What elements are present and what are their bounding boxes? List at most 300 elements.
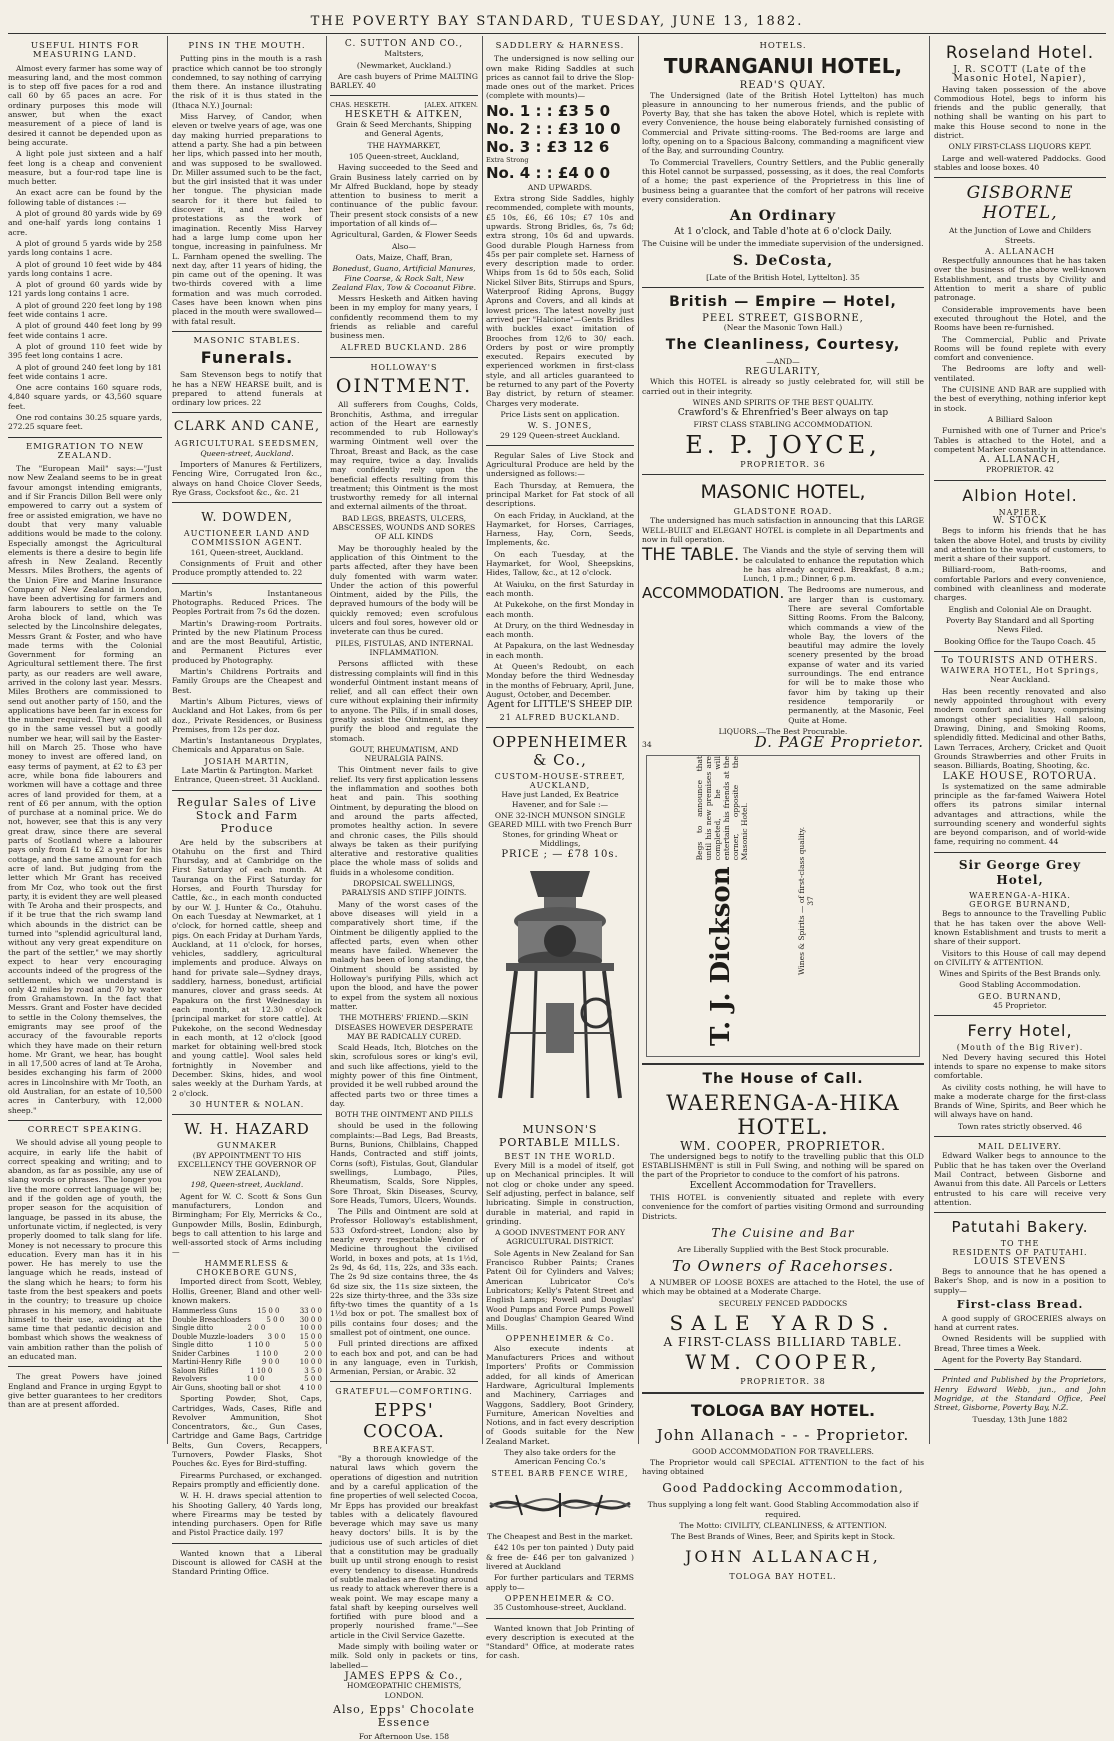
ad-text: Are Liberally Supplied with the Best Stock procurable. xyxy=(677,1244,889,1254)
divider xyxy=(172,790,322,791)
ad-subheading: NAPIER. xyxy=(998,507,1042,517)
ad-headline: HESKETH & AITKEN, xyxy=(345,109,463,120)
ad-text: LIQUORS.—The Best Procurable. xyxy=(718,726,848,736)
ad-subheading: BEST IN THE WORLD. xyxy=(504,1151,616,1161)
article-paragraph: One rod contains 30.25 square yards, 272.25 square feet. xyxy=(8,412,162,432)
ad-text: For further particulars and TERMS apply to— xyxy=(486,1573,634,1592)
ad-text: ONLY FIRST-CLASS LIQUORS KEPT. xyxy=(948,142,1092,152)
ad-text: Crawford's & Ehrenfried's Beer always on tap xyxy=(677,408,889,419)
price-list-row xyxy=(172,1341,322,1350)
ad-headline: John Allanach - - - Proprietor. xyxy=(656,1425,910,1444)
ad-text: SECURELY FENCED PADDOCKS xyxy=(718,1298,848,1308)
ad-text: Begs to announce that he has opened a Baker's Shop, and is now in a position to supply— xyxy=(934,1266,1106,1295)
ad-subheading: REGULARITY, xyxy=(745,366,821,377)
price-note: Extra Strong xyxy=(486,155,529,164)
ad-text: The Proprietor would call SPECIAL ATTENTION to the fact of his having obtained xyxy=(642,1457,924,1477)
divider xyxy=(8,1366,162,1367)
ad-text: Also execute indents at Manufacturers Prices and without Importers' Profits or Commission added, for all kinds of American Hardware, Agricultural Implements and Machinery, Carriages and Waggons, Saddlery, Boot Grindery, Furniture, American Novelties and Notions, and in fact every description of Goods suitable for the New Zealand Market. xyxy=(486,1343,634,1446)
ad-text: Agent for W. C. Scott & Sons Gun manufacturers, London and Birmingham; For Ely, Merricks & Co., Gunpowder Mills, Boslin, Edinburgh, begs to call attention to his large and well-assorted stock of Arms including— xyxy=(172,1191,322,1257)
ad-text: Wanted known that Job Printing of every description is executed at the "Standard" Office, at moderate rates for cash. xyxy=(486,1623,634,1661)
ad-text: Agricultural, Garden, & Flower Seeds xyxy=(330,230,478,240)
ad-headline: LAKE HOUSE, ROTORUA. xyxy=(942,771,1098,783)
article-title: PINS IN THE MOUTH. xyxy=(188,41,306,51)
ad-headline: OPPENHEIMER & Co., xyxy=(492,732,628,769)
ad-text: Messrs Hesketh and Aitken having been in my employ for many years, I confidently recommend them to my friends as reliable and careful business men. xyxy=(330,294,478,341)
divider xyxy=(642,287,924,288)
ad-text: Having succeeded to the Seed and Grain Business lately carried on by Mr Alfred Buckland, hope by steady attention to business to merit a continuance of the public favour. Their present stock consists of a new importation of all kinds of— xyxy=(330,163,478,229)
ad-headline: MUNSON'S PORTABLE MILLS. xyxy=(499,1122,621,1149)
ad-number: 37 xyxy=(806,896,816,907)
ad-text: W. H. H. draws special attention to his Shooting Gallery, 40 Yards long, where Firearms may be tested by intending purchasers. Open for Rifle and Pistol Practice daily. 197 xyxy=(172,1491,322,1538)
ad-headline: W. DOWDEN, xyxy=(201,510,293,525)
divider xyxy=(934,1136,1106,1137)
article-paragraph: Almost every farmer has some way of measuring land, and the most common is to step off five paces for a rod and call 60 by 65 paces an acre. For ordinary purposes this mode will answer, but when the exact measurement of a piece of land is desired it cannot be depended upon as being accurate. xyxy=(8,63,162,147)
price-list-cell: Revolvers xyxy=(172,1375,207,1384)
ad-text: Consignments of Fruit and other Produce promptly attended to. 22 xyxy=(172,559,322,578)
ad-text: Is systematized on the same admirable principle as the far-famed Waiwera Hotel offers its patrons similar internal advantages and attractions, while the surrounding scenery and wonderful sights are beyond comparison, and of world-wide fame, requiring no comment. 44 xyxy=(934,781,1106,847)
ad-text: Wines & Spirits — of first-class quality. xyxy=(797,827,806,976)
divider xyxy=(330,1381,478,1382)
column-divider xyxy=(326,36,327,1444)
ad-text: GOOD ACCOMMODATION FOR TRAVELLERS. xyxy=(692,1446,874,1456)
ad-subheading: (Mouth of the Big River). xyxy=(956,1043,1084,1053)
article-paragraph: A light pole just sixteen and a half feet long is a cheap and convenient measure, but a four-rod tape line is much better. xyxy=(8,149,162,187)
ad-address: 161, Queen-street, Auckland. xyxy=(190,547,304,557)
ad-subheading: WAERENGA-A-HIKA. xyxy=(969,890,1071,900)
article-title: USEFUL HINTS FOR MEASURING LAND. xyxy=(30,41,140,61)
ad-text: Importers of Manures & Fertilizers, Fencing Wire, Corrugated Iron &c., always on hand Choice Clover Seeds, Rye Grass, Cocksfoot &c., &c. 21 xyxy=(172,459,322,497)
mill-illustration xyxy=(486,863,634,1113)
ad-title: MASONIC STABLES. xyxy=(193,335,301,346)
ad-signature: GEO. BURNAND, xyxy=(978,991,1062,1001)
ad-text: The Best Brands of Wines, Beer, and Spirits kept in Stock. xyxy=(670,1532,896,1542)
ad-address: (Newmarket, Auckland.) xyxy=(356,60,452,70)
ad-text: —AND— xyxy=(766,356,800,366)
ad-title: SADDLERY & HARNESS. xyxy=(495,41,625,51)
ad-text: The Undersigned (late of the British Hotel Lyttelton) has much pleasure in announcing to her numerous friends, and the public of Poverty Bay, that she has taken the above Hotel, which is replete with every Convenience, the house being elaborately furnished consisting of Commercial and Private sitting-rooms. The Bed-rooms are large and lofty, opening on to a Spacious Balcony, commanding a magnificent view of the Bay, and surrounding Country. xyxy=(642,90,924,156)
ad-text: Each Thursday, at Remuera, the principal Market for Fat stock of all descriptions. xyxy=(486,480,634,509)
price-list-cell: 1 10 0 xyxy=(255,1349,279,1358)
ad-text: (Near the Masonic Town Hall.) xyxy=(723,323,843,333)
ad-text: £42 10s per ton painted ) Duty paid & free de- £46 per ton galvanized ) livered at Auckland xyxy=(486,1543,634,1572)
ad-signature: WM. COOPER, xyxy=(685,1350,881,1375)
ad-subheading: GUNMAKER xyxy=(217,1141,277,1151)
ad-subheading: PROPRIETOR. 36 xyxy=(740,459,826,469)
ad-text: Martin's Album Pictures, views of Auckland and Hot Lakes, from 6s per doz., Private Residences, or Business Premises, from 12s per doz. xyxy=(172,696,322,734)
divider xyxy=(486,445,634,446)
ad-subheading: GLADSTONE ROAD. xyxy=(733,507,833,517)
divider xyxy=(8,437,162,438)
ad-text: WINES AND SPIRITS OF THE BEST QUALITY. xyxy=(692,397,874,407)
divider xyxy=(642,1063,924,1065)
ad-text: Town rates strictly observed. 46 xyxy=(958,1121,1082,1131)
ad-text: On each Friday, in Auckland, at the Haymarket, for Horses, Carriages, Harness, Hay, Corn, Seeds, Implements, &c. xyxy=(486,510,634,548)
divider xyxy=(934,1015,1106,1016)
ad-text: The Viands and the style of serving them will be calculated to enhance the reputation which he has already acquired. Breakfast, 8 a.m.; Lunch, 1 p.m.; Dinner, 6 p.m. xyxy=(743,546,924,584)
dickson-ad xyxy=(646,755,920,1057)
ad-text: At 1 o'clock, and Table d'hote at 6 o'clock Daily. xyxy=(674,227,892,238)
ad-text: Edward Walker begs to announce to the Public that he has taken over the Overland Mail Contract, between Gisborne and Awanui from this date. All Parcels or Letters entrusted to his care will receive very attention. xyxy=(934,1151,1106,1207)
divider xyxy=(642,1392,924,1394)
price-list-cell: 3 5 0 xyxy=(304,1366,322,1375)
ad-text: The Cuisine will be under the immediate supervision of the undersigned. xyxy=(642,239,924,249)
ad-text: Begs to announce to the Travelling Public that he has taken over the above Well-known Establishment and trusts to merit a share of their support. xyxy=(934,909,1106,947)
ad-text: Begs to announce that until his new premises are completed, he will entertain his friends at the corner, opposite the Masonic Hotel. xyxy=(695,756,749,861)
price-list-cell: Single ditto xyxy=(172,1341,214,1350)
ad-subheading: AUCKLAND, xyxy=(529,781,591,791)
divider xyxy=(934,177,1106,178)
article-title: CORRECT SPEAKING. xyxy=(27,1124,143,1135)
ad-headline: OINTMENT. xyxy=(335,375,473,398)
ad-text: Having taken possession of the above Commodious Hotel, begs to inform his friends and the public generally, that nothing shall be wanting on his part to make this House second to none in the district. xyxy=(934,84,1106,141)
price-row: No. 1 : : £3 5 0 xyxy=(486,101,611,120)
article-paragraph: A plot of ground 110 feet wide by 395 feet long contains 1 acre. xyxy=(8,341,162,361)
ad-headline: British — Empire — Hotel, xyxy=(669,294,897,311)
ad-text: A NUMBER OF LOOSE BOXES are attached to the Hotel, the use of which may be obtained at a Moderate Charge. xyxy=(642,1278,924,1297)
ad-subheading: PILES, FISTULAS, AND INTERNAL INFLAMMATION. xyxy=(335,638,473,657)
ad-address: 198, Queen-street, Auckland. xyxy=(190,1180,304,1190)
ad-text: The Commercial, Public and Private Rooms will be found replete with every comfort and convenience. xyxy=(934,334,1106,363)
ad-text: THIS HOTEL is conveniently situated and replete with every convenience for the comfort of parties visiting Ormond and surrounding Districts. xyxy=(642,1192,924,1221)
imprint-date: Tuesday, 13th June 1882 xyxy=(972,1414,1068,1424)
ad-signature: A. ALLANACH, xyxy=(979,455,1061,466)
divider xyxy=(934,1369,1106,1370)
price-row: No. 4 : : £4 0 0 xyxy=(486,163,611,182)
ad-text: The undersigned is now selling our own make Riding Saddles at such prices as cannot fail to drive the Slop-made ones out of the market. Prices (complete with mounts)— xyxy=(486,54,634,101)
divider xyxy=(934,480,1106,481)
ad-headline: GISBORNE HOTEL, xyxy=(966,183,1074,224)
price-list-cell: Hammerless Guns xyxy=(172,1307,238,1316)
price-list xyxy=(172,1307,322,1392)
ad-text: A GOOD INVESTMENT FOR ANY AGRICULTURAL DISTRICT. xyxy=(494,1228,626,1247)
ad-text: Sole Agents in New Zealand for San Francisco Rubber Paints; Cranes Patent Oil for Cylinders and Valves; American Lubricator Co's Lubricators; Kelly's Patent Street and English Lamps; Powell and Douglas' Wood Pumps and Force Pumps Powell and Douglas' Champion Geared Wind Mills. xyxy=(486,1248,634,1333)
ad-signature: D. PAGE Proprietor. xyxy=(754,733,924,752)
ad-subheading: Maltsters, xyxy=(384,49,424,59)
price-list-row xyxy=(172,1324,322,1333)
price-list-cell: 5 0 0 xyxy=(266,1315,285,1324)
ad-text: The undersigned has much satisfaction in announcing that this LARGE WELL-BUILT and ELEGANT HOTEL is complete in all Departments and now in full operation. xyxy=(642,516,924,544)
ad-text: Every Mill is a model of itself, got up on Mechanical principles. It will not clog or choke under any speed. Self adjusting, perfect in balance, self lubricating. Simple in construction, durable in material, and rapid in grinding. xyxy=(486,1161,634,1226)
ad-text: Have just Landed, Ex Beatrice Havener, and for Sale :— xyxy=(501,790,619,809)
ad-headline: W. H. HAZARD xyxy=(184,1120,310,1139)
ad-text: English and Colonial Ale on Draught. xyxy=(948,604,1092,614)
price-row: No. 2 : : £3 10 0 xyxy=(486,119,621,138)
price-list-cell: 1 10 0 xyxy=(247,1341,270,1350)
ad-subheading: STEEL BARB FENCE WIRE, xyxy=(491,1468,629,1478)
divider xyxy=(330,357,478,358)
ad-headline: MASONIC HOTEL, xyxy=(700,481,866,504)
barbed-wire-illustration xyxy=(486,1481,634,1527)
masthead: THE POVERTY BAY STANDARD, TUESDAY, JUNE 13, 1882. xyxy=(310,14,804,29)
ad-text: At Waiuku, on the first Saturday in each month. xyxy=(486,579,634,598)
ad-text: Persons afflicted with these distressing complaints will find in this wonderful Ointment instant means of relief, and all can effect their own cure without explaining their infirmity to anyone. The Pills, if in small doses, greatly assist the Ointment, as they purify the blood and regulate the stomach. xyxy=(330,659,478,743)
price-list-cell: 3 0 0 xyxy=(267,1332,286,1341)
ad-subheading: TOLOGA BAY HOTEL. xyxy=(729,1571,837,1581)
divider xyxy=(934,651,1106,652)
price-list-row xyxy=(172,1358,322,1367)
ad-headline: To TOURISTS AND OTHERS. xyxy=(941,655,1099,666)
ad-text: Are held by the subscribers at Otahuhu on the first and Third Thursday, and at Cambridge on the First Saturday of each month. At Tauranga on the First Saturday for Horses, and Fourth Thursday for Cattle, &c., in each month conducted by our W. J. Hunter & Co., Otahuhu. On each Tuesday at Newmarket, at 1 o'clock, for horned cattle, sheep and pigs. On each Friday at Durham Yards, Auckland, at 11 o'clock, for horses, vehicles, saddlery, agricultural implements and produce. Always on hand for private sale—Sydney drays, saddlery, harness, bonedust, artificial manures, clover and grass seeds. At Papakura on the first Wednesday in each month, at 12.30 o'clock [principal market for store cattle]. At Pukekohe, on the second Wednesday in each month, at 12 o'clock [good market for obtaining well-bred stock and young cattle]. Wool sales held fortnightly in November and December. Skins, hides, and wool sales weekly at the Durham Yards, at 2 o'clock. xyxy=(172,837,322,1098)
ad-signature: W. S. JONES, xyxy=(527,421,593,431)
column-divider xyxy=(482,36,483,1444)
ad-subheading: J. R. SCOTT (Late of the Masonic Hotel, Napier), xyxy=(953,65,1087,85)
ad-subheading: AGRICULTURAL SEEDSMEN, xyxy=(174,439,320,449)
price-list-cell: Single ditto xyxy=(172,1324,214,1333)
divider xyxy=(172,1114,322,1115)
divider xyxy=(642,474,924,475)
ad-text: Sporting Powder, Shot, Caps, Cartridges, Wads, Cases, Rifle and Revolver Ammunition, Shot Concentrators, &c., Gun Cases, Cartridge and Game Bags, Cartridge Belts, Gun Covers, Recappers, Turnovers, Powder Flasks, Shot Pouches &c. Eyes for Bird-stuffing. xyxy=(172,1394,322,1469)
ad-headline: Regular Sales of Live Stock and Farm Produce xyxy=(177,795,317,835)
ad-text: The Bedrooms are lofty and well-ventilated. xyxy=(934,364,1106,383)
price-list-cell: 15 0 0 xyxy=(299,1332,322,1341)
ad-signature: JOSIAH MARTIN, xyxy=(204,756,290,766)
ad-headline: First-class Bread. xyxy=(956,1297,1084,1311)
ad-text: A Billiard Saloon xyxy=(987,414,1053,424)
ad-headline: MAIL DELIVERY. xyxy=(978,1142,1062,1152)
ad-text: Martin's Childrens Portraits and Family Groups are the Cheapest and Best. xyxy=(172,667,322,695)
divider xyxy=(330,95,478,96)
ad-text: "By a thorough knowledge of the natural laws which govern the operations of digestion and nutrition and by a careful application of the fine properties of well selected Cocoa, Mr Epps has provided our breakfast tables with a delicately flavoured beverage which may save us many heavy doctors' bills. It is by the judicious use of such articles of diet that a constitution may be gradually built up until strong enough to resist every tendency to disease. Hundreds of subtle maladies are floating around us ready to attack wherever there is a weak point. We may escape many a fatal shaft by keeping ourselves well fortified with pure blood and a properly nourished frame."—See article in the Civil Service Gazette. xyxy=(330,1454,478,1640)
price-list-cell: 2 0 0 xyxy=(247,1324,266,1333)
ad-text: Which this HOTEL is already so justly celebrated for, will still be carried out in their integrity. xyxy=(642,377,924,396)
price-list-row xyxy=(172,1316,322,1325)
ad-text: Are cash buyers of Prime MALTING BARLEY. 40 xyxy=(330,71,478,91)
ad-text: Good Stabling Accommodation. xyxy=(959,980,1081,990)
price-list-row xyxy=(172,1384,322,1393)
ad-text: As civility costs nothing, he will have to make a moderate charge for the first-class Brands of Wine, Spirits, and Beer which he will always have on hand. xyxy=(934,1082,1106,1120)
ad-headline: Also, Epps' Chocolate Essence xyxy=(333,1702,475,1729)
ad-text: Excellent Accommodation for Travellers. xyxy=(689,1180,877,1191)
ad-text: At Papakura, on the last Wednesday in each month. xyxy=(486,641,634,660)
divider xyxy=(486,1618,634,1619)
partner-name: CHAS. HESKETH. xyxy=(330,101,391,110)
ad-text: Billiard-room, Bath-rooms, and comfortable Parlors and every convenience, combined with cleanliness and moderate charges. xyxy=(934,565,1106,603)
ad-text: Near Auckland. xyxy=(989,675,1051,685)
price-list-cell: Martini-Henry Rifle xyxy=(172,1358,242,1367)
divider xyxy=(172,502,322,503)
price-list-cell: 1 10 0 xyxy=(250,1366,273,1375)
ad-subheading: Grain & Seed Merchants, Shipping and General Agents, xyxy=(336,120,472,139)
ad-text: Bonedust, Guano, Artificial Manures, Fine Coarse, & Rock Salt, New Zealand Flax, Tow & Cocoanut Fibre. xyxy=(332,264,476,292)
ad-text: This Ointment never fails to give relief. Its very first application lessens the inflammation and soothes both heat and pain. This soothing Ointment, by depurating the blood on and around the parts affected, promotes healthy action. In severe and chronic cases, the Pills should always be taken as their purifying alterative and restorative qualities place the whole mass of solids and fluids in a wholesome condition. xyxy=(330,765,478,877)
ad-text: At Queen's Redoubt, on each Monday before the third Wednesday in the months of February, April, June, August, October, and December. xyxy=(486,662,634,699)
ad-headline: Sir George Grey Hotel, xyxy=(958,857,1082,887)
article-paragraph: A plot of ground 5 yards wide by 258 yards long contains 1 acre. xyxy=(8,238,162,258)
ad-headline: Funerals. xyxy=(200,348,294,368)
divider xyxy=(172,331,322,332)
ad-text: THE HAYMARKET, xyxy=(367,140,441,150)
ad-text: Made simply with boiling water or milk. Sold only in packets or tins, labelled— xyxy=(330,1642,478,1670)
price-list-row xyxy=(172,1350,322,1359)
ad-headline: TURANGANUI HOTEL, xyxy=(663,54,903,79)
ad-subheading: A FIRST-CLASS BILLIARD TABLE. xyxy=(663,1335,903,1349)
ad-text: Visitors to this House of call may depend on CIVILITY & ATTENTION. xyxy=(934,948,1106,967)
article-paragraph: A plot of ground 10 feet wide by 484 yards long contains 1 acre. xyxy=(8,259,162,278)
ad-text: Many of the worst cases of the above diseases will yield in a comparatively short time, if the Ointment be diligently applied to the affected parts, even when other means have failed. Whenever the malady has been of long standing, the Ointment should be assisted by Holloway's purifying Pills, which act upon the blood, and have the power to expel from the system all noxious matter. xyxy=(330,899,478,1011)
article-paragraph: A plot of ground 240 feet long by 181 feet wide contains 1 acre. xyxy=(8,362,162,381)
article-paragraph: A plot of ground 60 yards wide by 121 yards long contains 1 acre. xyxy=(8,280,162,299)
ad-text: HOMŒOPATHIC CHEMISTS, LONDON. xyxy=(346,1681,462,1700)
article-paragraph: A plot of ground 80 yards wide by 69 and one-half yards long contains 1 acre. xyxy=(8,209,162,237)
price-list-cell: 30 0 0 xyxy=(299,1315,322,1324)
ad-signature: ALFRED BUCKLAND. 286 xyxy=(340,342,468,352)
ad-subheading: PEEL STREET, GISBORNE, xyxy=(702,313,864,325)
ad-signature: 21 ALFRED BUCKLAND. xyxy=(499,712,621,722)
ad-text: PROPRIETOR. 42 xyxy=(986,465,1054,475)
ad-text: Has been recently renovated and also newly appointed throughout with every modern comfort and luxury, comprising amongst other specialities Hall saloon, Drawing, Dining, and Smoking Rooms, splendidly fitted. Medicinal and other Baths, Lawn Terraces, Archery, Cricket and Quoit Grounds Strawberries and other Fruits in season. Billiards, Boating, Shooting, &c. xyxy=(934,686,1106,771)
ad-text: Wanted known that a Liberal Discount is allowed for CASH at the Standard Printing Office. xyxy=(172,1548,322,1577)
column-1 xyxy=(8,40,162,1440)
ad-subheading: GRATEFUL—COMFORTING. xyxy=(335,1387,473,1397)
ad-text: FIRST CLASS STABLING ACCOMMODATION. xyxy=(693,420,873,430)
ad-price: PRICE ; — £78 10s. xyxy=(501,849,619,861)
ad-text: Scald Heads, Itch, Blotches on the skin, scrofulous sores or king's evil, and such like affections, yield to the mighty power of this fine Ointment, provided it be well rubbed around the affected parts two or three times a day. xyxy=(330,1043,478,1108)
divider xyxy=(934,1212,1106,1213)
ad-subheading: CUSTOM-HOUSE-STREET, xyxy=(494,771,626,781)
price-list-cell: 33 0 0 xyxy=(299,1307,322,1316)
ad-subheading: TO THE xyxy=(1000,1239,1040,1249)
divider xyxy=(172,1543,322,1544)
ad-headline: The Cuisine and Bar xyxy=(711,1225,855,1240)
ad-headline: WAERENGA-A-HIKA HOTEL. xyxy=(666,1091,900,1140)
ad-signature: OPPENHEIMER & Co. xyxy=(505,1334,615,1344)
accommodation-section xyxy=(642,585,924,726)
divider xyxy=(8,1120,162,1121)
price-list-cell: Snider Carbines xyxy=(172,1349,230,1358)
price-list-cell: Saloon Rifles xyxy=(172,1366,219,1375)
ad-text: AND UPWARDS. xyxy=(527,182,593,192)
ad-address: 35 Customhouse-street, Auckland. xyxy=(493,1603,627,1613)
ad-text: Owned Residents will be supplied with Bread, Three times a Week. xyxy=(934,1334,1106,1353)
imprint: Printed and Published by the Proprietors, Henry Edward Webb, jun., and John Mogridge, at the Standard Office, Peel Street, Gisborne, Poverty Bay, N.Z. xyxy=(934,1375,1106,1413)
ad-subheading: AUCTIONEER LAND AND COMMISSION AGENT. xyxy=(183,529,311,548)
ad-text: The CUISINE AND BAR are supplied with the best of everything, nothing inferior kept in stock. xyxy=(934,385,1106,413)
price-list-row xyxy=(172,1375,322,1384)
price-list-cell: 10 0 0 xyxy=(299,1358,322,1367)
ad-headline: Albion Hotel. xyxy=(962,485,1078,505)
ad-text: The Bedrooms are numerous, and are larger than is customary. There are several Comfortable Sitting Rooms. From the Balcony, which commands a view of the whole Bay, the lovers of the beautiful may admire the lovely scenery presented by the broad expanse of water and its varied surroundings. The end entrance for will be to make those who favor him by taking up their residence temporarily or permanently, at the Masonic, Feel Quite at Home. xyxy=(788,585,924,725)
article-paragraph: The great Powers have joined England and France in urging Egypt to give better guarantees to her creditors than are at present afforded. xyxy=(8,1372,162,1410)
price-list-cell: 5 0 0 xyxy=(304,1341,322,1350)
ad-text: (BY APPOINTMENT TO HIS EXCELLENCY THE GOVERNOR OF NEW ZEALAND), xyxy=(177,1150,317,1179)
ad-text: [Late of the British Hotel, Lyttelton]. 35 xyxy=(706,272,860,282)
ad-subheading: BAD LEGS, BREASTS, ULCERS, ABSCESSES, WOUNDS AND SORES OF ALL KINDS xyxy=(332,513,476,542)
ad-subheading: WM. COOPER, PROPRIETOR. xyxy=(680,1139,886,1154)
ad-headline: EPPS' COCOA. xyxy=(363,1399,445,1442)
ad-headline: THE TABLE. xyxy=(642,545,740,566)
ad-headline: Patutahi Bakery. xyxy=(951,1218,1089,1237)
article-paragraph: One acre contains 160 square rods, 4,840 square yards, or 43,560 square feet. xyxy=(8,383,162,411)
ad-headline: Roseland Hotel. xyxy=(945,43,1095,63)
ad-text: The Cheapest and Best in the market. xyxy=(487,1532,633,1542)
price-list-cell: 1 0 0 xyxy=(246,1375,265,1384)
price-list-cell: 15 0 0 xyxy=(257,1307,280,1316)
ad-headline: The Cleanliness, Courtesy, xyxy=(665,336,901,353)
ad-text: Price Lists sent on application. xyxy=(500,409,620,419)
ad-signature: 30 HUNTER & NOLAN. xyxy=(189,1099,305,1109)
column-6 xyxy=(934,40,1106,1440)
ad-text: Wines and Spirits of the Best Brands only. xyxy=(939,969,1101,979)
ad-text: At Pukekohe, on the first Monday in each month. xyxy=(486,600,634,619)
ad-subheading: A. ALLANACH xyxy=(985,246,1055,256)
ad-address: Queen-street, Auckland. xyxy=(200,448,294,458)
ad-text: Agent for the Poverty Bay Standard. xyxy=(942,1355,1082,1365)
price-list-cell: Double Breachloaders xyxy=(172,1315,251,1324)
ad-text: Furnished with one of Turner and Price's Tables is attached to the Hotel, and a competent Marker constantly in attendance. xyxy=(934,426,1106,454)
ad-text: Full printed directions are affixed to each box and pot, and can be had in any language, even in Turkish, Armenian, Persian, or Arabic. 32 xyxy=(330,1339,478,1377)
price-list-row xyxy=(172,1307,322,1316)
ad-text: Sam Stevenson begs to notify that he has a NEW HEARSE built, and is prepared to attend funerals at ordinary low prices. 22 xyxy=(172,370,322,408)
ad-text: Booking Office for the Taupo Coach. 45 xyxy=(944,636,1096,646)
article-paragraph: Putting pins in the mouth is a rash practice which cannot be too strongly condemned, to say nothing of carrying them there. An instance illustrating the risk of it is thus stated in the (Ithaca N.Y.) Journal: xyxy=(172,54,322,110)
ad-signature: OPPENHEIMER & CO. xyxy=(504,1593,616,1603)
price-list-cell: 5 0 0 xyxy=(304,1375,322,1384)
ad-number: 34 xyxy=(642,740,652,750)
partner-name: [ALEX. AITKEN. xyxy=(424,101,478,110)
article-paragraph: A plot of ground 440 feet long by 99 feet wide contains 1 acre. xyxy=(8,321,162,340)
ad-text: At the Junction of Lowe and Childers Streets. xyxy=(948,226,1092,245)
ad-text: The Motto: CIVILITY, CLEANLINESS, & ATTENTION. xyxy=(679,1521,887,1531)
ad-text: Martin's Instantaneous Dryplates, Chemicals and Apparatus on Sale. xyxy=(172,736,322,755)
ad-headline: An Ordinary xyxy=(729,208,837,225)
ad-text: Also— xyxy=(392,241,416,251)
column-5 xyxy=(642,40,924,1581)
ad-text: At Drury, on the third Wednesday in each month. xyxy=(486,620,634,640)
ad-text: should be used in the following complaints:—Bad Legs, Bad Breasts, Burns, Bunions, Chilblains, Chapped Hands, Contracted and stiff joints, Corns (soft), Fistulas, Gout, Glandular swellings, Lumbago, Piles, Rheumatism, Scalds, Sore Nipples, Sore Throat, Skin Diseases, Scurvy, Sore Heads, Tumors, Ulcers, Wounds. xyxy=(330,1121,478,1205)
ad-text: Martin's Instantaneous Photographs. Reduced Prices. The Peoples Portrait from 7s 6d the dozen. xyxy=(172,588,322,617)
ad-subheading: BOTH THE OINTMENT AND PILLS xyxy=(334,1110,474,1120)
price-list-cell: Air Guns, shooting ball or shot xyxy=(172,1383,281,1392)
article-paragraph: A plot of ground 220 feet long by 198 feet wide contains 1 acre. xyxy=(8,300,162,320)
ad-address: 105 Queen-street, Auckland, xyxy=(348,151,460,161)
ad-subheading: DROPSICAL SWELLINGS, PARALYSIS AND STIFF JOINTS. xyxy=(341,879,467,898)
ad-headline: SALE YARDS. xyxy=(669,1311,897,1335)
price-list-cell: Double Muzzle-loaders xyxy=(172,1332,254,1341)
article-paragraph: We should advise all young people to acquire, in early life the habit of correct speaking and writing; and to abandon, as far as possible, any use of slang words or phrases. The longer you live the more correct language will be; and if the golden age of youth, the proper season for the acquisition of language, be passed in its abuse, the unfortunate victim, if neglected, is very properly doomed to talk slang for life. Money is not necessary to procure this education. Every man has it in his power. He has merely to use the language which he reads, instead of the slang which he hears; to form his taste from the best speakers and poets in the country; to treasure up choice phrases in his memory, and habituate himself to their use, avoiding at the same time that pedantic decision and bombast which shows the weakness of vain ambition rather than the polish of an educated man. xyxy=(8,1138,162,1362)
ad-subheading: GEORGE BURNAND, xyxy=(969,900,1071,910)
divider xyxy=(934,852,1106,853)
column-divider xyxy=(167,36,168,1444)
divider xyxy=(486,727,634,728)
dickson-ad-rotated xyxy=(647,756,816,1046)
column-4 xyxy=(486,40,634,1661)
divider xyxy=(172,583,322,584)
price-list-cell: 9 0 0 xyxy=(261,1358,280,1367)
table-section xyxy=(642,546,924,585)
ad-text: Begs to inform his friends that he has taken the above Hotel, and trusts by civility and attention to the wants of customers, to merit a share of their support. xyxy=(934,526,1106,564)
ad-text: Firearms Purchased, or exchanged. Repairs promptly and efficiently done. xyxy=(172,1470,322,1489)
ad-text: The undersigned begs to notify to the travelling public that this OLD ESTABLISHMENT is still in Full Swing, and nothing will be spared on the part of the Proprietor to conduce to the comfort of his patrons. xyxy=(642,1151,924,1180)
ad-subheading: READ'S QUAY. xyxy=(739,80,827,92)
ad-text: Agent for LITTLE'S SHEEP DIP. xyxy=(487,700,633,711)
ad-headline: To Owners of Racehorses. xyxy=(671,1257,895,1276)
ad-text: Martin's Drawing-room Portraits. Printed by the new Platinum Process and are the most Beautiful, Artistic, and Permanent Pictures ever produced by Photography. xyxy=(172,618,322,665)
ad-text: Imported direct from Scott, Webley, Hollis, Greener, Bland and other well-known makers. xyxy=(172,1277,322,1305)
ad-text: They also take orders for the American Fencing Co.'s xyxy=(504,1447,616,1467)
ad-text: ONE 32-INCH MUNSON SINGLE GEARED MILL with two French Burr Stones, for grinding Wheat or Middlings, xyxy=(488,811,632,848)
ad-subheading: HOLLOWAY'S xyxy=(370,362,438,372)
article-paragraph: An exact acre can be found by the following table of distances :— xyxy=(8,188,162,207)
ad-text: Late Martin & Partington. Market Entrance, Queen-street. 31 Auckland. xyxy=(174,766,320,785)
ad-subheading: PROPRIETOR. 38 xyxy=(740,1377,826,1387)
ad-headline: C. SUTTON AND CO., xyxy=(344,39,464,49)
ad-signature: S. DeCosta, xyxy=(732,252,834,269)
ad-text: Large and well-watered Paddocks. Good stables and loose boxes. 40 xyxy=(934,153,1106,172)
ad-headline: T. J. Dickson xyxy=(706,866,737,1047)
masthead-rule xyxy=(8,33,1106,34)
ad-text: A good supply of GROCERIES always on hand at current rates. xyxy=(934,1313,1106,1333)
ad-text: Poverty Bay Standard and all Sporting News Filed. xyxy=(945,615,1095,635)
